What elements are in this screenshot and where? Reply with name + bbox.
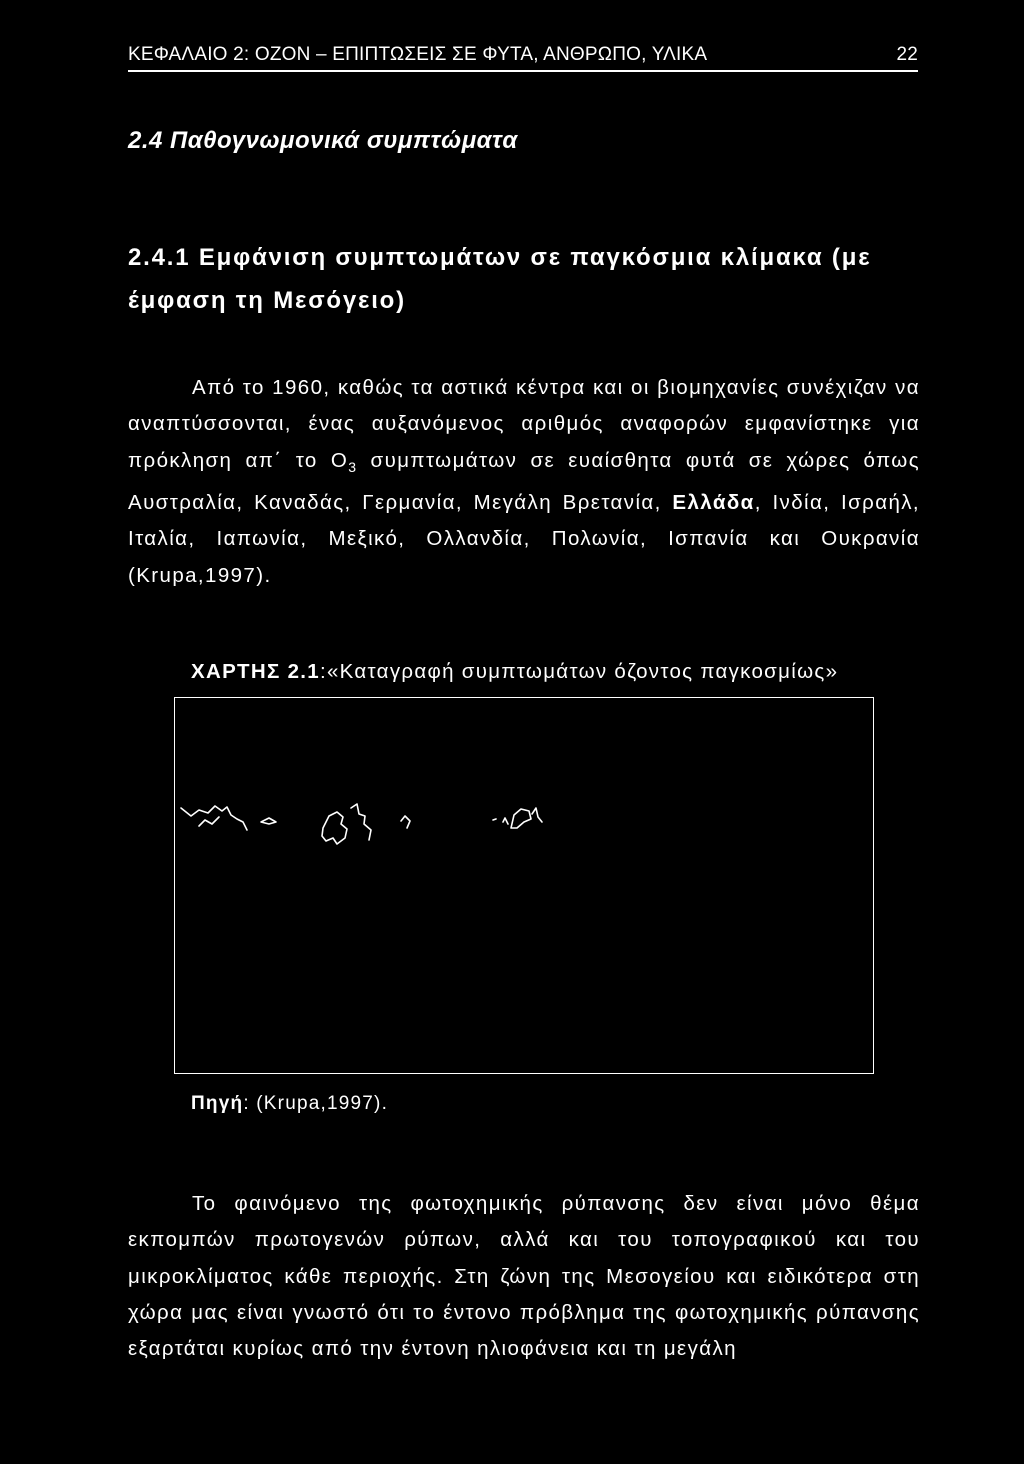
- map-fragment-middle-east: [401, 816, 410, 828]
- map-caption-label: ΧΑΡΤΗΣ 2.1: [191, 660, 320, 683]
- map-caption-text: :«Καταγραφή συμπτωμάτων όζοντος παγκοσμίως»: [319, 660, 839, 683]
- map-fragment-greenland: [261, 818, 276, 824]
- running-title: ΚΕΦΑΛΑΙΟ 2: ΟΖΟΝ – ΕΠΙΠΤΩΣΕΙΣ ΣΕ ΦΥΤΑ, ΑΝΘΡΩΠΟ, ΥΛΙΚΑ: [128, 44, 708, 65]
- world-map-fragments: [175, 698, 875, 1075]
- map-fragment-japan: [532, 808, 542, 822]
- map-fragment-north-america: [181, 806, 247, 830]
- subsection-title: 2.4.1 Εμφάνιση συμπτωμάτων σε παγκόσμια κλίμακα (με έμφαση τη Μεσόγειο): [128, 244, 872, 314]
- map-fragment-asia-dots: [493, 818, 508, 824]
- map-source-label: Πηγή: [191, 1093, 244, 1114]
- paragraph-text-end: , Ινδία, Ισραήλ, Ιταλία, Ιαπωνία, Μεξικό, Ολλανδία, Πολωνία, Ισπανία και Ουκρανία (Krupa,1997).: [128, 490, 920, 587]
- map-source-text: : (Krupa,1997).: [243, 1093, 389, 1114]
- page-number: 22: [896, 44, 918, 65]
- running-header: [128, 44, 918, 66]
- map-fragment-east-asia: [511, 809, 531, 828]
- paragraph-ozone-reports: [128, 370, 920, 594]
- map-fragment-europe-detail: [351, 804, 371, 840]
- map-fragment-north-america-detail: [199, 817, 219, 826]
- ozone-subscript: 3: [348, 458, 358, 475]
- emphasized-country: Ελλάδα: [672, 490, 755, 514]
- paragraph-photochemical-pollution: Το φαινόμενο της φωτοχημικής ρύπανσης δεν είναι μόνο θέμα εκπομπών πρωτογενών ρύπων, αλλά και του τοπογραφικού και του μικροκλίματος κάθε περιοχής. Στη ζώνη της Μεσογείου και ειδικότερα στη χώρα μας είναι γνωστό ότι το έντονο πρόβλημα της φωτοχημικής ρύπανσης εξαρτάται κυρίως από την έντονη ηλιοφάνεια και τη μεγάλη: [128, 1192, 920, 1361]
- map-fragment-europe: [322, 812, 347, 844]
- world-map-figure: [174, 697, 874, 1074]
- header-rule: [128, 70, 918, 72]
- paragraph-text-start: Από το 1960, καθώς τα αστικά κέντρα και οι βιομηχανίες συνέχιζαν να αναπτύσσονται, ένας αυξανόμενος αριθμός αναφορών εμφανίστηκε για πρόκληση απ΄ το O: [128, 376, 920, 472]
- section-title: 2.4 Παθογνωμονικά συμπτώματα: [128, 127, 518, 154]
- paragraph-text-middle: συμπτωμάτων σε ευαίσθητα φυτά σε χώρες όπως Αυστραλία, Καναδάς, Γερμανία, Μεγάλη Βρετανία,: [128, 448, 920, 514]
- map-source: [191, 1093, 388, 1115]
- map-caption: [191, 660, 838, 684]
